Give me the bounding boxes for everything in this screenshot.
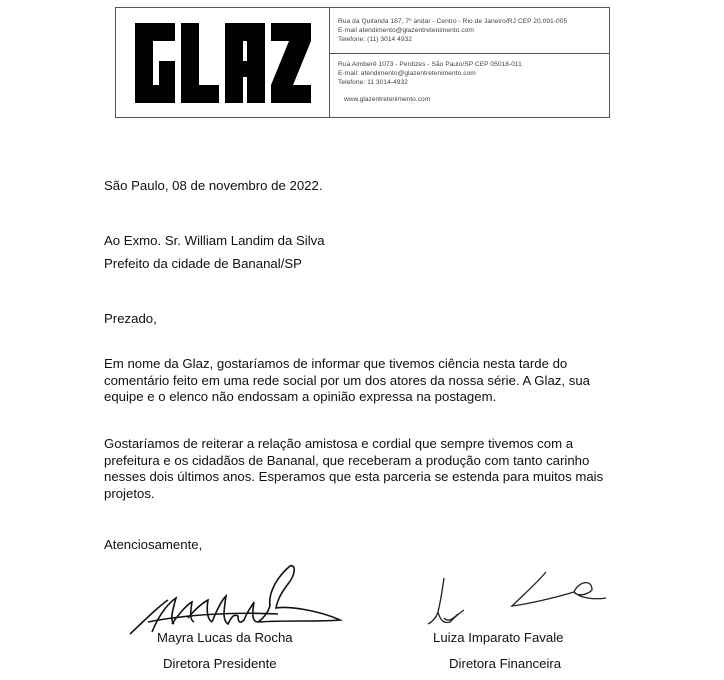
office-rio-phone: Telefone: (11) 3014 4932 — [338, 36, 413, 44]
office-rio — [330, 8, 609, 54]
signatory-name-1: Mayra Lucas da Rocha — [157, 630, 293, 645]
date-line: São Paulo, 08 de novembro de 2022. — [104, 178, 323, 193]
salutation: Prezado, — [104, 311, 157, 326]
office-sp-phone: Telefone: 11 3014-4932 — [338, 79, 408, 87]
office-sao-paulo — [330, 54, 609, 88]
signatory-role-2: Diretora Financeira — [449, 656, 562, 671]
closing: Atenciosamente, — [104, 537, 203, 552]
signatory-role-1: Diretora Presidente — [163, 656, 277, 671]
office-rio-email: E-mail atendimento@glazentretenimento.com — [338, 27, 474, 35]
glaz-logo — [133, 21, 313, 105]
signature-luiza — [424, 568, 614, 632]
recipient-name: Ao Exmo. Sr. William Landim da Silva — [104, 233, 325, 248]
logo-cell — [116, 8, 330, 117]
website: www.glazentretenimento.com — [344, 95, 431, 103]
signatory-name-2: Luiza Imparato Favale — [433, 630, 564, 645]
paragraph-2: Gostaríamos de reiterar a relação amistosa e cordial que sempre tivemos com a prefeitura e os cidadãos de Bananal, que receberam a produção com tanto carinho nesses dois últimos anos. Esperamos que esta parceria se estenda para muitos mais projetos. — [104, 436, 604, 501]
office-sp-email: E-mail: atendimento@glazentretenimento.com — [338, 70, 476, 78]
office-sp-address: Rua Aimberê 1073 - Perdizes - São Paulo/SP CEP 05018-011 — [338, 61, 522, 68]
office-rio-address: Rua da Quitanda 187, 7º andar - Centro - Rio de Janeiro/RJ CEP 20.091-005 — [338, 18, 568, 25]
letterhead — [115, 7, 610, 118]
address-column — [330, 8, 609, 117]
recipient-title: Prefeito da cidade de Bananal/SP — [104, 256, 302, 271]
paragraph-1: Em nome da Glaz, gostaríamos de informar que tivemos ciência nesta tarde do comentário feito em uma rede social por um dos atores da nossa série. A Glaz, sua equipe e o elenco não endossam a opinião expressa na postagem. — [104, 356, 590, 404]
